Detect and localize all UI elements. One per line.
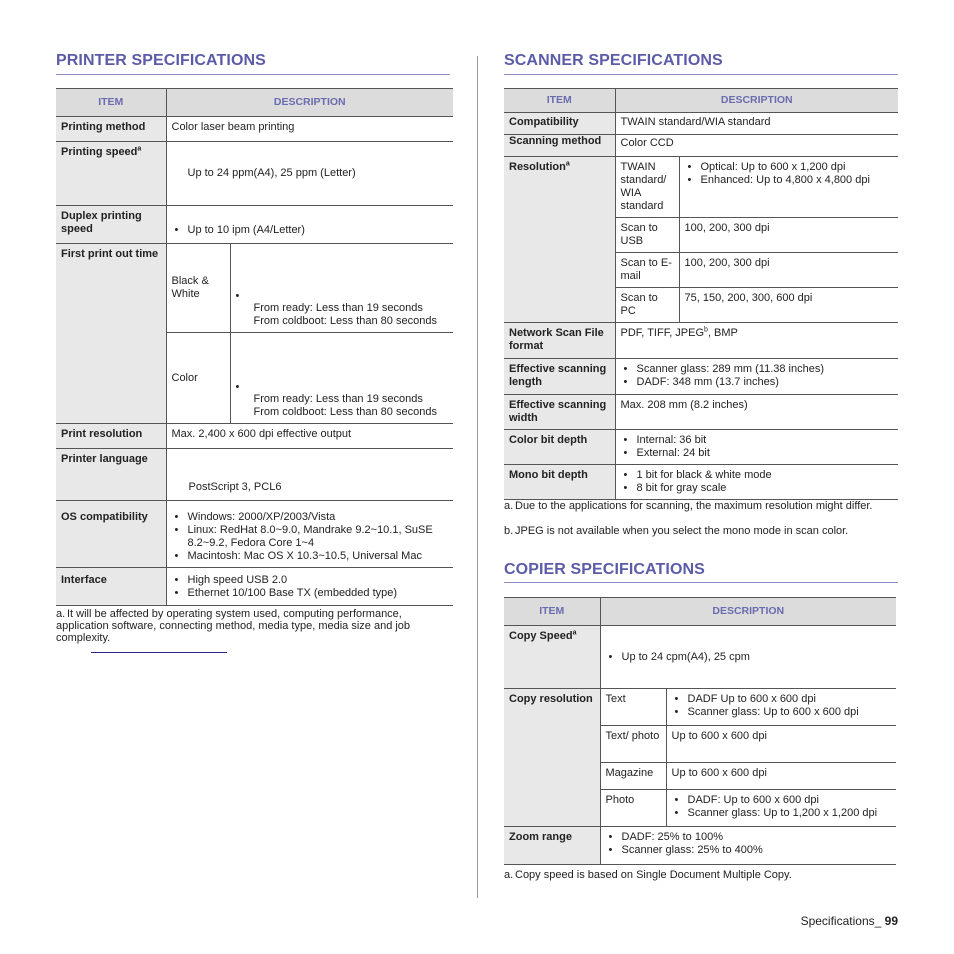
printing-speed-label: Printing speed$^a$ [56,142,166,206]
copier-spec-table [504,597,896,865]
table-row [504,113,898,135]
copier-col-item: ITEM [504,598,600,626]
list-item: • Ethernet 10/100 Base TX (embedded type) [188,587,449,600]
print-resolution-label: Print resolution [56,424,166,449]
copy-res-textphoto-label: Text/ photo [600,726,666,763]
color-bit-label: Color bit depth [504,430,615,465]
print-resolution-value: Max. 2,400 x 600 dpi effective output [166,424,453,449]
first-print-bw-cold: From coldboot: Less than 80 seconds [253,315,437,327]
copy-res-photo-label: Photo [600,790,666,827]
list-item: • 8 bit for gray scale [637,482,894,495]
os-compat-label: OS compatibility [56,501,166,568]
copier-footnote: a. Copy speed is based on Single Document Multiple Copy. [504,869,792,881]
list-item: • Scanner glass: 25% to 400% [622,844,892,857]
list-item: • Internal: 36 bit [637,434,894,447]
network-scan-value: PDF, TIFF, JPEG$^b$, BMP [615,323,898,359]
first-print-bw-ready: From ready: Less than 19 seconds [253,302,423,314]
table-row [504,626,896,689]
duplex-label: Duplex printing speed [56,206,166,244]
list-item: • Scanner glass: 289 mm (11.38 inches) [637,363,894,376]
resolution-email-label: Scan to E-mail [615,253,679,288]
table-row [56,142,453,206]
scanner-footnote-a: a. Due to the applications for scanning, the maximum resolution might differ. [504,500,873,512]
first-print-color-ready: From ready: Less than 19 seconds [253,393,423,405]
scan-width-value: Max. 208 mm (8.2 inches) [615,395,898,430]
table-row [504,827,896,865]
table-row [504,135,898,157]
table-row [504,395,898,430]
table-row [504,689,896,726]
list-item: • 1 bit for black & white mode [637,469,894,482]
table-row [504,430,898,465]
printing-method-label: Printing method [56,117,166,142]
scanner-specifications-heading: SCANNER SPECIFICATIONS [504,52,723,69]
resolution-label: Resolution$^a$ [504,157,615,323]
list-item: • Linux: RedHat 8.0~9.0, Mandrake 9.2~10.1, SuSE 8.2~9.2, Fedora Core 1~4 [188,524,449,550]
table-row [56,244,453,333]
copy-speed-value: • Up to 24 cpm(A4), 25 cpm [622,651,892,664]
first-print-bw-label: Black & White [166,244,230,333]
printer-col-description: DESCRIPTION [166,89,453,117]
resolution-pc-value: 75, 150, 200, 300, 600 dpi [679,288,898,323]
printing-speed-value: Up to 24 ppm(A4), 25 ppm (Letter) [166,142,453,206]
table-row [504,157,898,218]
scan-length-label: Effective scanning length [504,359,615,395]
interface-label: Interface [56,568,166,606]
footnote-divider [91,652,227,653]
compatibility-value: TWAIN standard/WIA standard [615,113,898,135]
table-row [56,501,453,568]
resolution-email-value: 100, 200, 300 dpi [679,253,898,288]
scanning-method-label: Scanning method [504,135,615,157]
scanning-method-value: Color CCD [615,135,898,157]
table-row [504,465,898,500]
first-print-color-label: Color [166,333,230,424]
copy-res-magazine-label: Magazine [600,763,666,790]
list-item: • Optical: Up to 600 x 1,200 dpi [701,161,894,174]
list-item: • DADF: 348 mm (13.7 inches) [637,376,894,389]
printer-col-item: ITEM [56,89,166,117]
copy-res-textphoto-value: Up to 600 x 600 dpi [666,726,896,763]
mono-bit-label: Mono bit depth [504,465,615,500]
copier-specifications-heading: COPIER SPECIFICATIONS [504,561,705,578]
page-footer [801,914,898,928]
footer-section: Specifications_ [800,914,882,928]
scan-width-label: Effective scanning width [504,395,615,430]
page-number: 99 [884,914,898,928]
first-print-label: First print out time [56,244,166,424]
list-item: • Enhanced: Up to 4,800 x 4,800 dpi [701,174,894,187]
scanner-col-description: DESCRIPTION [615,89,898,113]
zoom-range-label: Zoom range [504,827,600,865]
copy-res-text-label: Text [600,689,666,726]
copy-speed-label: Copy Speed$^a$ [504,626,600,689]
resolution-usb-label: Scan to USB [615,218,679,253]
printer-spec-table [56,88,453,606]
list-item: • External: 24 bit [637,447,894,460]
list-item: • Macintosh: Mac OS X 10.3~10.5, Universal Mac [188,550,449,563]
printer-specifications-heading: PRINTER SPECIFICATIONS [56,52,266,69]
resolution-twain-label: TWAIN standard/ WIA standard [615,157,679,218]
printer-footnote: a. It will be affected by operating system used, computing performance, application software, connecting method, media type, media size and job complexity. [56,608,411,644]
scanner-heading-rule [504,74,898,75]
compatibility-label: Compatibility [504,113,615,135]
scanner-col-item: ITEM [504,89,615,113]
first-print-color-cold: From coldboot: Less than 80 seconds [253,406,437,418]
resolution-pc-label: Scan to PC [615,288,679,323]
table-row [56,568,453,606]
list-item: • Scanner glass: Up to 600 x 600 dpi [688,706,892,719]
list-item: • DADF: 25% to 100% [622,831,892,844]
list-item: • Windows: 2000/XP/2003/Vista [188,511,449,524]
list-item: • High speed USB 2.0 [188,574,449,587]
column-divider [477,56,478,898]
table-row [56,206,453,244]
copier-col-description: DESCRIPTION [600,598,896,626]
table-row [56,117,453,142]
list-item: • Scanner glass: Up to 1,200 x 1,200 dpi [688,807,892,820]
duplex-value: • Up to 10 ipm (A4/Letter) [188,224,449,237]
list-item: • DADF Up to 600 x 600 dpi [688,693,892,706]
scanner-spec-table [504,88,898,500]
printer-heading-rule [56,74,450,75]
table-row [56,449,453,501]
scanner-footnote-b: b. JPEG is not available when you select the mono mode in scan color. [504,525,849,537]
table-row [504,323,898,359]
copy-res-magazine-value: Up to 600 x 600 dpi [666,763,896,790]
table-row [504,359,898,395]
network-scan-label: Network Scan File format [504,323,615,359]
printing-method-value: Color laser beam printing [166,117,453,142]
bullet-icon: • [235,381,240,393]
printer-language-value: PostScript 3, PCL6 [166,449,453,501]
copy-resolution-label: Copy resolution [504,689,600,827]
resolution-usb-value: 100, 200, 300 dpi [679,218,898,253]
printer-language-label: Printer language [56,449,166,501]
bullet-icon: • [235,290,240,302]
list-item: • DADF: Up to 600 x 600 dpi [688,794,892,807]
table-row [56,424,453,449]
copier-heading-rule [504,582,898,583]
